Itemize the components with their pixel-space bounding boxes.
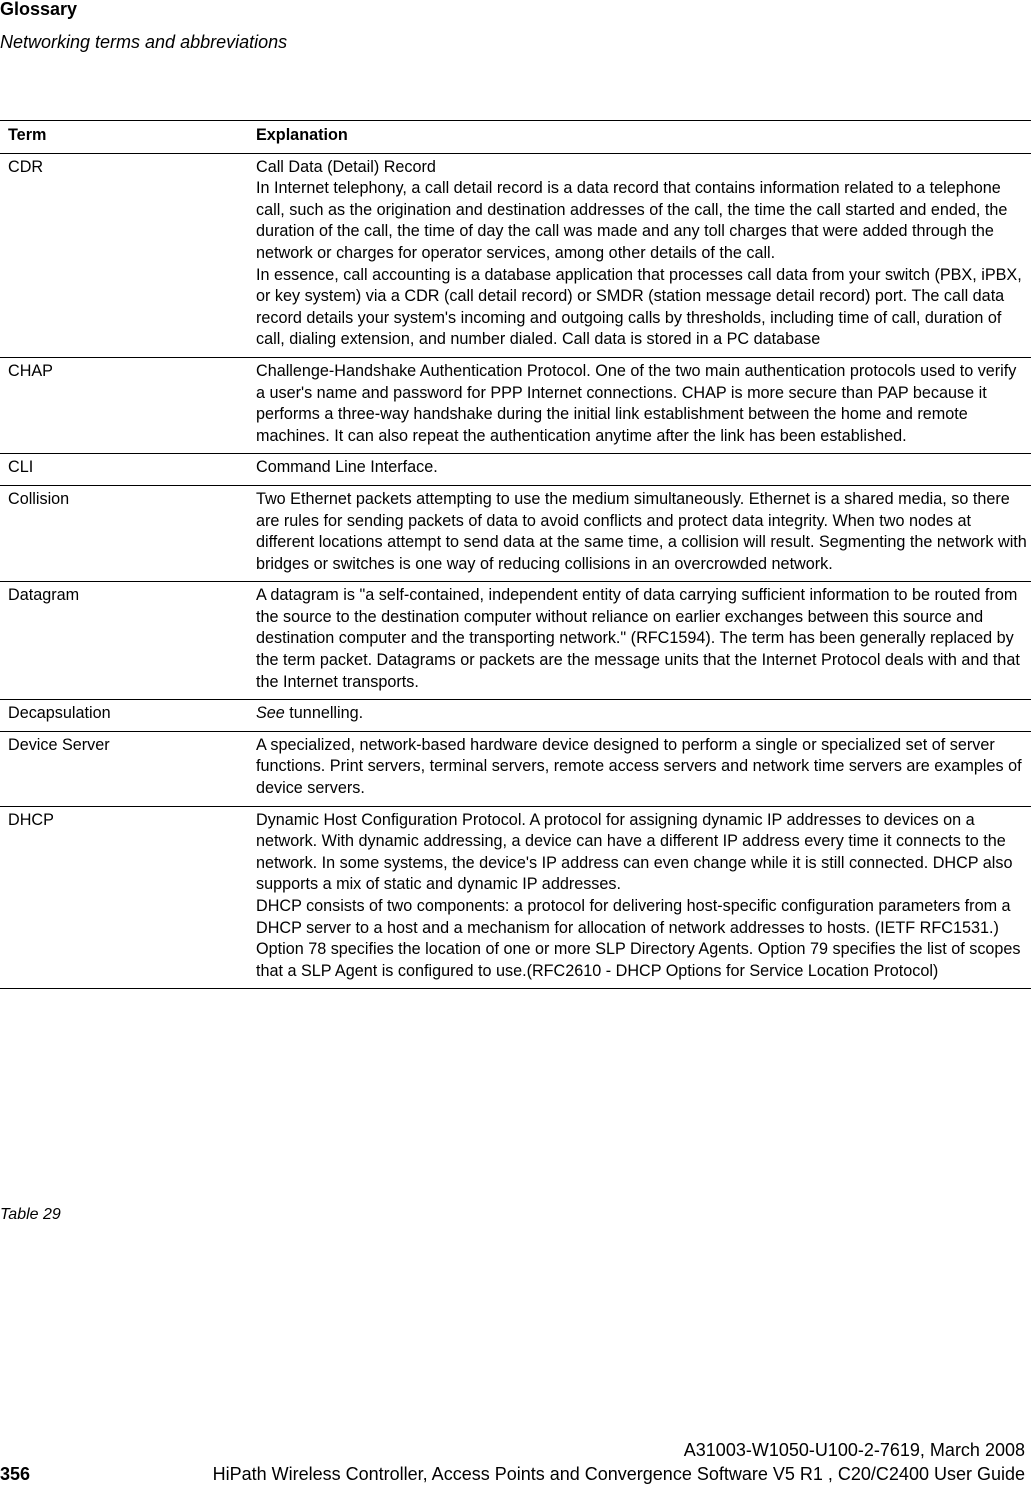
term-cell: Device Server bbox=[0, 731, 256, 806]
term-cell: Datagram bbox=[0, 582, 256, 700]
term-cell: Collision bbox=[0, 485, 256, 581]
table-row bbox=[0, 454, 1031, 486]
explanation-cell bbox=[256, 454, 1031, 486]
explanation-paragraph: Dynamic Host Configuration Protocol. A protocol for assigning dynamic IP addresses to devices on a network. With dynamic addressing, a device can have a different IP address every time it connects to the network. In some systems, the device's IP address can even change while it is still connected. DHCP also supports a mix of static and dynamic IP addresses. bbox=[256, 810, 1013, 894]
explanation-paragraph: A datagram is "a self-contained, independent entity of data carrying sufficient information to be routed from the source to the destination computer without reliance on earlier exchanges between this source and destination computer and the transporting network." (RFC1594). The term has been generally replaced by the term packet. Datagrams or packets are the message units that the Internet Protocol deals with and that the Internet transports. bbox=[256, 586, 1020, 691]
explanation-cell bbox=[256, 485, 1031, 581]
explanation-paragraph bbox=[256, 703, 1027, 725]
explanation-paragraph: Command Line Interface. bbox=[256, 458, 438, 477]
explanation-paragraph: Call Data (Detail) Record bbox=[256, 157, 436, 176]
explanation-paragraph: Challenge-Handshake Authentication Protocol. One of the two main authentication protocols used to verify a user's name and password for PPP Internet connections. CHAP is more secure than PAP because it performs a three-way handshake during the initial link establishment between the home and remote machines. It can also repeat the authentication anytime after the link has been established. bbox=[256, 361, 1017, 445]
explanation-cell bbox=[256, 357, 1031, 453]
term-cell: DHCP bbox=[0, 806, 256, 989]
see-reference-target: tunnelling. bbox=[284, 704, 364, 723]
table-row bbox=[0, 700, 1031, 732]
explanation-column-header: Explanation bbox=[256, 121, 1031, 154]
table-row bbox=[0, 582, 1031, 700]
explanation-paragraph: A specialized, network-based hardware device designed to perform a single or specialized set of server functions. Print servers, terminal servers, remote access servers and network time servers are examples of device servers. bbox=[256, 735, 1022, 798]
explanation-cell bbox=[256, 731, 1031, 806]
footer-document-id: A31003-W1050-U100-2-7619, March 2008 bbox=[683, 1440, 1025, 1460]
chapter-subtitle: Networking terms and abbreviations bbox=[0, 32, 288, 52]
table-caption: Table 29 bbox=[0, 1206, 61, 1223]
explanation-paragraph: Option 78 specifies the location of one or more SLP Directory Agents. Option 79 specifies the list of scopes that a SLP Agent is configured to use.(RFC2610 - DHCP Options for Service Location Protocol) bbox=[256, 940, 1021, 980]
term-cell: CHAP bbox=[0, 357, 256, 453]
term-cell: Decapsulation bbox=[0, 700, 256, 732]
term-column-header: Term bbox=[0, 121, 256, 154]
explanation-paragraph: DHCP consists of two components: a protocol for delivering host-specific configuration parameters from a DHCP server to a host and a mechanism for allocation of network addresses to hosts. (IETF RFC1531.) bbox=[256, 897, 1011, 937]
table-row bbox=[0, 485, 1031, 581]
table-row bbox=[0, 357, 1031, 453]
explanation-cell bbox=[256, 700, 1031, 732]
explanation-cell bbox=[256, 153, 1031, 357]
term-cell: CDR bbox=[0, 153, 256, 357]
explanation-paragraph: In essence, call accounting is a database application that processes call data from your switch (PBX, iPBX, or key system) via a CDR (call detail record) or SMDR (station message detail record) port. The call data record details your system's incoming and outgoing calls by thresholds, including time of call, duration of call, dialing extension, and number dialed. Call data is stored in a PC database bbox=[256, 265, 1022, 349]
guide-title: HiPath Wireless Controller, Access Points and Convergence Software V5 R1 , C20/C2400 User Guide bbox=[212, 1464, 1025, 1484]
explanation-cell bbox=[256, 582, 1031, 700]
see-reference-label: See bbox=[256, 704, 285, 723]
table-row bbox=[0, 806, 1031, 989]
chapter-title: Glossary bbox=[0, 0, 78, 19]
table-row bbox=[0, 731, 1031, 806]
explanation-paragraph: Two Ethernet packets attempting to use the medium simultaneously. Ethernet is a shared media, so there are rules for sending packets of data to avoid conflicts and protect data integrity. When two nodes at different locations attempt to send data at the same time, a collision will result. Segmenting the network with bridges or switches is one way of reducing collisions in an overcrowded network. bbox=[256, 489, 1027, 573]
explanation-cell bbox=[256, 806, 1031, 989]
glossary-table bbox=[0, 120, 1031, 989]
page-number: 356 bbox=[0, 1464, 31, 1484]
page-footer bbox=[0, 1464, 1031, 1486]
table-row bbox=[0, 153, 1031, 357]
explanation-paragraph: In Internet telephony, a call detail record is a data record that contains information related to a telephone call, such as the origination and destination addresses of the call, the time the call started and ended, the duration of the call, the time of day the call was made and any toll charges that were added through the network or charges for operator services, among other details of the call. bbox=[256, 179, 1008, 262]
table-header-row bbox=[0, 121, 1031, 154]
term-cell: CLI bbox=[0, 454, 256, 486]
